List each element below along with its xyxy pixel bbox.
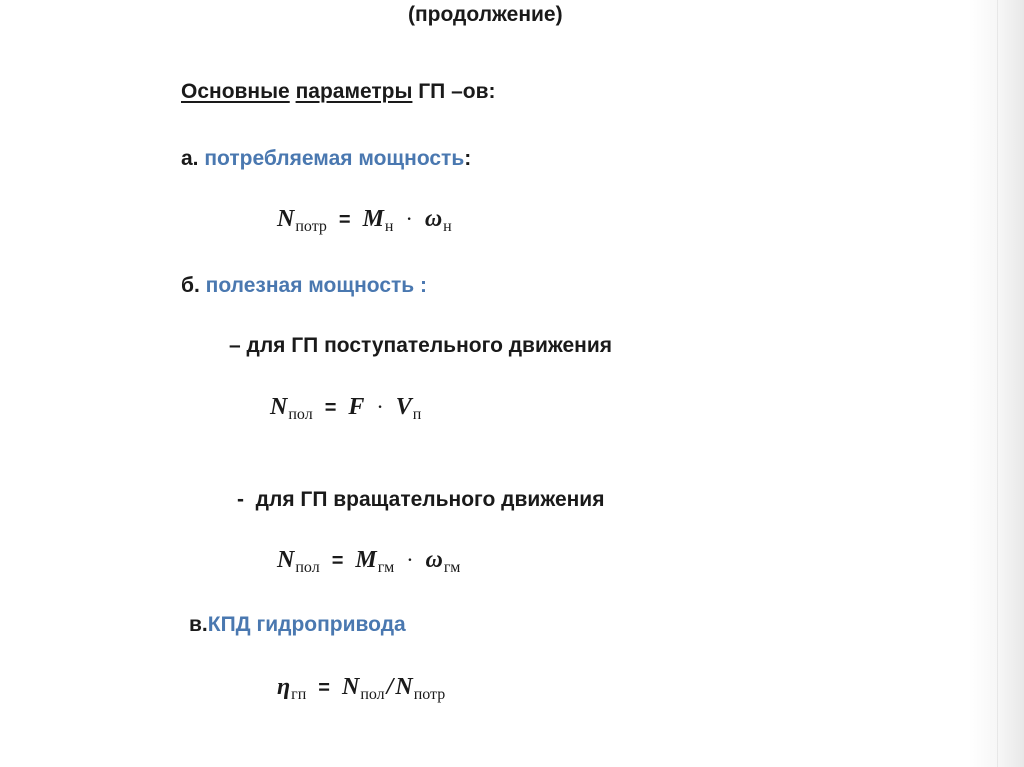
list-item-b	[181, 273, 427, 299]
formula-symbol: N	[277, 547, 295, 573]
formula-symbol: N	[277, 206, 295, 232]
item-label: КПД гидропривода	[207, 613, 406, 636]
subitem-rotary-motion: - для ГП вращательного движения	[237, 488, 605, 511]
formula-symbol: F	[348, 394, 365, 420]
formula-symbol: N	[341, 674, 360, 700]
formula-subscript: н	[443, 218, 452, 235]
formula-symbol: η	[277, 674, 291, 700]
formula-subscript: гм	[377, 559, 395, 576]
item-label: полезная мощность :	[205, 274, 428, 297]
formula-subscript: потр	[295, 218, 327, 235]
formula-symbol: M	[355, 547, 377, 573]
formula-subscript: н	[384, 218, 394, 235]
item-marker: а.	[181, 147, 199, 170]
formula-consumed-power	[277, 204, 452, 237]
formula-symbol: V	[395, 394, 412, 420]
formula-multiply: ·	[405, 206, 413, 231]
page-edge-line	[997, 0, 998, 767]
item-suffix: :	[464, 147, 472, 170]
list-item-c	[189, 612, 406, 638]
formula-subscript: гм	[443, 559, 461, 576]
item-marker: б.	[181, 274, 200, 297]
heading-rest: ГП –ов:	[418, 80, 496, 103]
formula-subscript: пол	[360, 686, 385, 703]
formula-divide: /	[386, 674, 394, 700]
formula-symbol: ω	[425, 547, 443, 573]
page-edge-shadow	[968, 0, 1024, 767]
formula-symbol: N	[395, 674, 413, 700]
formula-subscript: пол	[295, 559, 320, 576]
formula-useful-power-rotary	[277, 545, 460, 578]
formula-subscript: пол	[288, 406, 313, 423]
formula-subscript: гп	[291, 686, 307, 703]
heading-word-parameters: параметры	[295, 80, 413, 103]
formula-symbol: M	[362, 206, 384, 232]
formula-equals: =	[324, 397, 337, 419]
item-label: потребляемая мощность	[204, 147, 465, 170]
heading-word-main: Основные	[181, 80, 290, 103]
formula-equals: =	[331, 550, 344, 572]
formula-useful-power-linear	[270, 392, 421, 425]
slide-subtitle: (продолжение)	[408, 3, 563, 26]
formula-subscript: потр	[413, 686, 446, 703]
item-marker: в.	[189, 613, 208, 636]
formula-efficiency	[277, 672, 445, 705]
formula-symbol: N	[270, 394, 288, 420]
formula-symbol: ω	[424, 206, 443, 232]
slide-heading	[181, 79, 496, 105]
formula-equals: =	[318, 677, 330, 699]
formula-equals: =	[338, 209, 351, 231]
formula-multiply: ·	[406, 547, 414, 572]
list-item-a	[181, 146, 471, 172]
subitem-linear-motion: – для ГП поступательного движения	[229, 334, 613, 357]
formula-multiply: ·	[376, 394, 384, 419]
formula-subscript: п	[412, 406, 422, 423]
